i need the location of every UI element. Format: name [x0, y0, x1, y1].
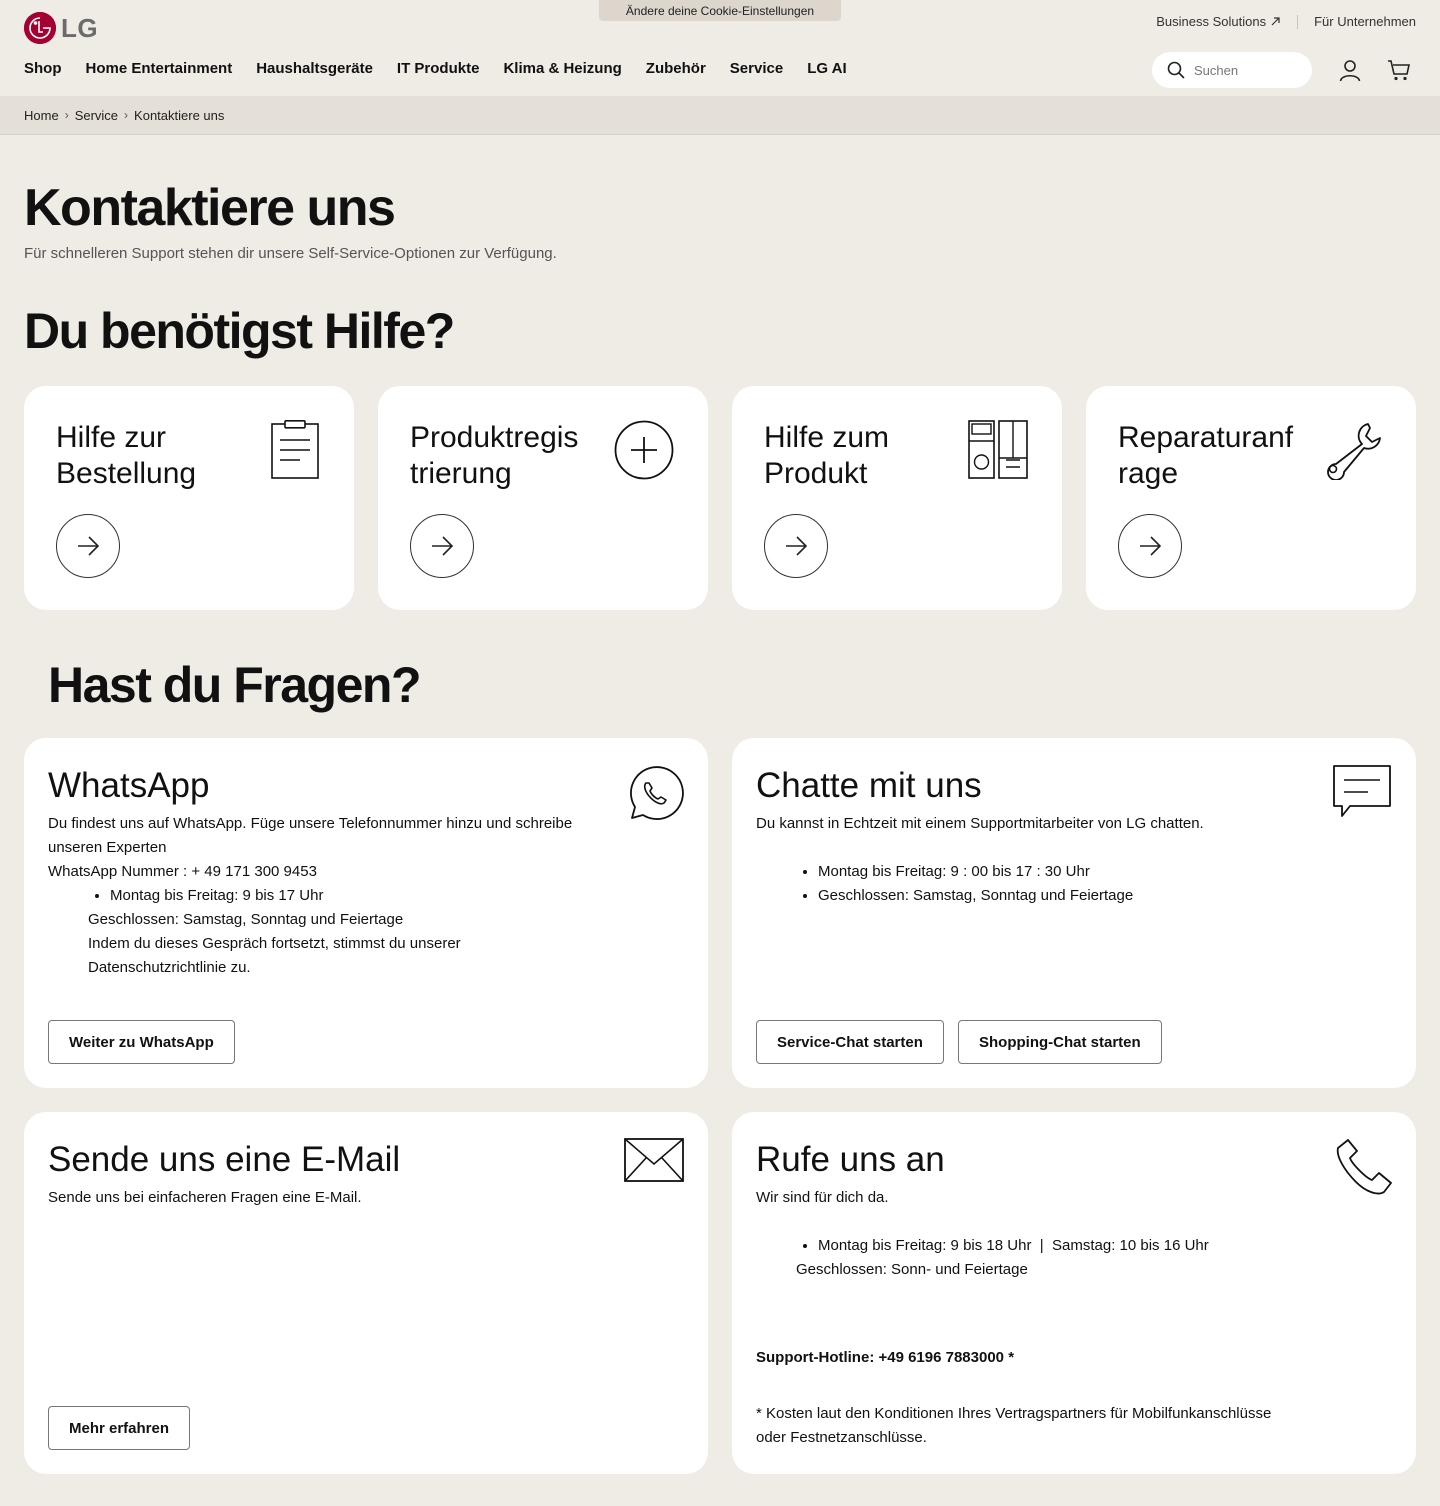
phone-closed: Geschlossen: Sonn- und Feiertage: [796, 1261, 1028, 1278]
phone-card: [732, 1112, 1416, 1474]
help-card-title: Produktregis trierung: [410, 421, 579, 490]
nav-service[interactable]: Service: [729, 60, 784, 77]
help-card-title: Reparaturanf rage: [1118, 421, 1294, 490]
whatsapp-icon: [624, 764, 684, 829]
breadcrumb-current: Kontaktiere uns: [134, 107, 225, 123]
user-icon[interactable]: [1338, 58, 1362, 87]
whatsapp-number: WhatsApp Nummer : + 49 171 300 9453: [48, 863, 317, 880]
nav-zubehoer[interactable]: Zubehör: [645, 60, 706, 77]
lg-logo-mark: [24, 12, 56, 44]
email-intro: Sende uns bei einfacheren Fragen eine E-Mail.: [48, 1189, 362, 1206]
nav-shop[interactable]: Shop: [24, 60, 62, 77]
help-card-title: Hilfe zum Produkt: [764, 421, 890, 490]
arrow-right-button[interactable]: [764, 514, 828, 578]
phone-body: [756, 1186, 1316, 1450]
chat-card: [732, 738, 1416, 1088]
help-card-produkt[interactable]: [732, 386, 1062, 610]
phone-icon: [1334, 1138, 1392, 1201]
whatsapp-closed: Geschlossen: Samstag, Sonntag und Feiertage: [88, 911, 404, 928]
chevron-right-icon: ›: [124, 108, 129, 122]
whatsapp-hours: • Montag bis Freitag: 9 bis 17 Uhr: [110, 884, 608, 908]
arrow-right-button[interactable]: [56, 514, 120, 578]
nav-klima-heizung[interactable]: Klima & Heizung: [503, 60, 622, 77]
page-title: Kontaktiere uns: [24, 179, 395, 237]
phone-footnote: * Kosten laut den Konditionen Ihres Vertragspartners für Mobilfunkanschlüsse oder Festnetzanschlüsse.: [756, 1405, 1272, 1446]
shopping-chat-button[interactable]: Shopping-Chat starten: [958, 1020, 1162, 1064]
whatsapp-intro: Du findest uns auf WhatsApp. Füge unsere Telefonnummer hinzu und schreibe unseren Experten: [48, 815, 573, 856]
wrench-icon: [1322, 420, 1382, 485]
help-card-reparatur[interactable]: [1086, 386, 1416, 610]
business-solutions-link[interactable]: [1156, 14, 1281, 29]
email-card: [24, 1112, 708, 1474]
whatsapp-hours-list: [48, 884, 608, 908]
search-input[interactable]: [1194, 63, 1294, 78]
phone-intro: Wir sind für dich da.: [756, 1189, 889, 1206]
whatsapp-privacy: Indem du dieses Gespräch fortsetzt, stimmst du unserer Datenschutzrichtlinie zu.: [88, 935, 461, 976]
page-subtitle: Für schnelleren Support stehen dir unsere Self-Service-Optionen zur Verfügung.: [24, 245, 557, 262]
breadcrumb: [0, 96, 1440, 135]
nav-it-produkte[interactable]: IT Produkte: [396, 60, 480, 77]
nav-lg-ai[interactable]: LG AI: [807, 60, 847, 77]
phone-hours: • Montag bis Freitag: 9 bis 18 Uhr | Samstag: 10 bis 16 Uhr: [818, 1234, 1316, 1258]
chat-hours-list: [756, 860, 1376, 908]
lg-logo-text: LG: [61, 12, 99, 43]
appliances-icon: [968, 420, 1028, 485]
cookie-settings-tab[interactable]: Ändere deine Cookie-Einstellungen: [599, 0, 841, 21]
questions-heading: Hast du Fragen?: [48, 657, 420, 713]
cart-icon[interactable]: [1387, 58, 1411, 87]
envelope-icon: [624, 1138, 684, 1187]
card-title: Chatte mit uns: [756, 766, 982, 805]
divider: [1297, 15, 1298, 29]
chat-intro: Du kannst in Echtzeit mit einem Supportmitarbeiter von LG chatten.: [756, 815, 1204, 832]
chat-hours: • Montag bis Freitag: 9 : 00 bis 17 : 30 Uhr: [818, 860, 1376, 884]
help-heading: Du benötigst Hilfe?: [24, 303, 454, 359]
arrow-right-icon: [783, 533, 809, 559]
chat-body: [756, 812, 1376, 908]
arrow-right-icon: [429, 533, 455, 559]
card-title: Sende uns eine E-Mail: [48, 1140, 401, 1179]
nav-haushaltsgeraete[interactable]: Haushaltsgeräte: [256, 60, 373, 77]
nav-home-entertainment[interactable]: Home Entertainment: [85, 60, 233, 77]
card-title: Rufe uns an: [756, 1140, 945, 1179]
support-hotline[interactable]: Support-Hotline: +49 6196 7883000 *: [756, 1349, 1015, 1366]
whatsapp-body: [48, 812, 608, 980]
whatsapp-button[interactable]: Weiter zu WhatsApp: [48, 1020, 235, 1064]
arrow-right-button[interactable]: [410, 514, 474, 578]
main-navigation: [24, 60, 847, 77]
search-box[interactable]: [1152, 52, 1312, 88]
arrow-right-button[interactable]: [1118, 514, 1182, 578]
lg-logo[interactable]: [24, 12, 98, 44]
breadcrumb-service[interactable]: Service: [74, 107, 119, 123]
chevron-right-icon: ›: [64, 108, 69, 122]
whatsapp-card: [24, 738, 708, 1088]
breadcrumb-home[interactable]: Home: [24, 107, 59, 123]
email-body: [48, 1186, 362, 1210]
chat-closed: • Geschlossen: Samstag, Sonntag und Feiertage: [818, 884, 1376, 908]
help-card-title: Hilfe zur Bestellung: [56, 421, 197, 490]
email-more-button[interactable]: Mehr erfahren: [48, 1406, 190, 1450]
service-chat-button[interactable]: Service-Chat starten: [756, 1020, 944, 1064]
external-link-icon: [1270, 16, 1281, 27]
card-title: WhatsApp: [48, 766, 210, 805]
fuer-unternehmen-link[interactable]: Für Unternehmen: [1314, 14, 1416, 29]
arrow-right-icon: [1137, 533, 1163, 559]
help-card-produktregistrierung[interactable]: [378, 386, 708, 610]
arrow-right-icon: [75, 533, 101, 559]
top-utility-links: [1156, 14, 1416, 29]
clipboard-icon: [270, 420, 320, 485]
plus-circle-icon: [614, 420, 674, 485]
business-solutions-label: Business Solutions: [1156, 14, 1267, 29]
phone-hours-list: [756, 1234, 1316, 1258]
help-card-bestellung[interactable]: [24, 386, 354, 610]
search-icon: [1166, 60, 1186, 80]
